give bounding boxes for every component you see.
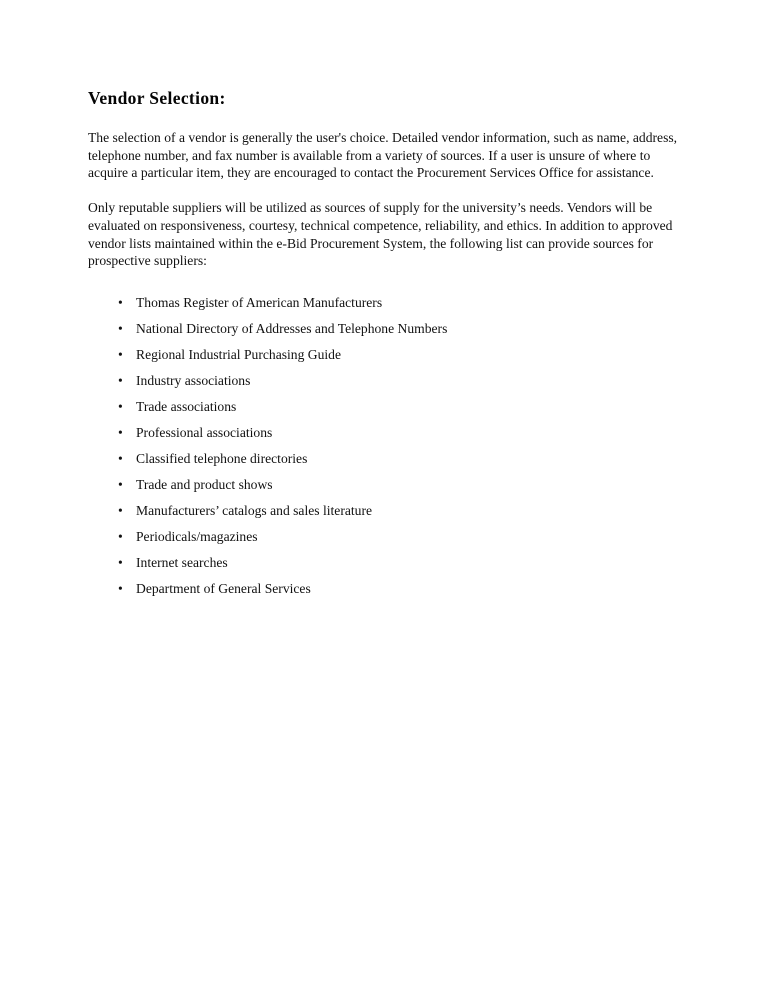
vendor-sources-list xyxy=(88,294,688,606)
list-item xyxy=(88,502,688,528)
list-item xyxy=(88,372,688,398)
bullet-icon: • xyxy=(118,294,123,310)
list-item-label: Department of General Services xyxy=(136,580,311,596)
list-item xyxy=(88,294,688,320)
list-item xyxy=(88,580,688,606)
list-item xyxy=(88,398,688,424)
list-item-label: Classified telephone directories xyxy=(136,450,308,466)
list-item-label: Industry associations xyxy=(136,372,251,388)
bullet-icon: • xyxy=(118,372,123,388)
list-item-label: Thomas Register of American Manufacturers xyxy=(136,294,383,310)
list-item xyxy=(88,320,688,346)
list-item-label: Trade associations xyxy=(136,398,237,414)
list-item-label: Regional Industrial Purchasing Guide xyxy=(136,346,342,362)
list-item-label: National Directory of Addresses and Telephone Numbers xyxy=(136,320,448,336)
intro-paragraph: The selection of a vendor is generally the user's choice. Detailed vendor information, such as name, address, telephone number, and fax number is available from a variety of sources. If a user is unsure of where to acquire a particular item, they are encouraged to contact the Procurement Services Office for assistance. xyxy=(88,130,678,181)
list-item xyxy=(88,554,688,580)
bullet-icon: • xyxy=(118,502,123,518)
bullet-icon: • xyxy=(118,346,123,362)
bullet-icon: • xyxy=(118,528,123,544)
list-item-label: Periodicals/magazines xyxy=(136,528,258,544)
list-item xyxy=(88,528,688,554)
bullet-icon: • xyxy=(118,424,123,440)
document-body xyxy=(88,88,688,603)
supplier-criteria-paragraph: Only reputable suppliers will be utilized as sources of supply for the university’s needs. Vendors will be evaluated on responsiveness, courtesy, technical competence, reliability, and ethics. In addition to approved vendor lists maintained within the e-Bid Procurement System, the following list can provide sources for prospective suppliers: xyxy=(88,200,673,269)
list-item xyxy=(88,450,688,476)
list-item-label: Professional associations xyxy=(136,424,273,440)
list-item xyxy=(88,424,688,450)
list-item-label: Manufacturers’ catalogs and sales literature xyxy=(136,502,373,518)
list-item xyxy=(88,346,688,372)
list-item-label: Trade and product shows xyxy=(136,476,273,492)
bullet-icon: • xyxy=(118,450,123,466)
page-title: Vendor Selection: xyxy=(88,88,226,108)
bullet-icon: • xyxy=(118,476,123,492)
bullet-icon: • xyxy=(118,580,123,596)
bullet-icon: • xyxy=(118,320,123,336)
bullet-icon: • xyxy=(118,398,123,414)
list-item-label: Internet searches xyxy=(136,554,228,570)
bullet-icon: • xyxy=(118,554,123,570)
list-item xyxy=(88,476,688,502)
